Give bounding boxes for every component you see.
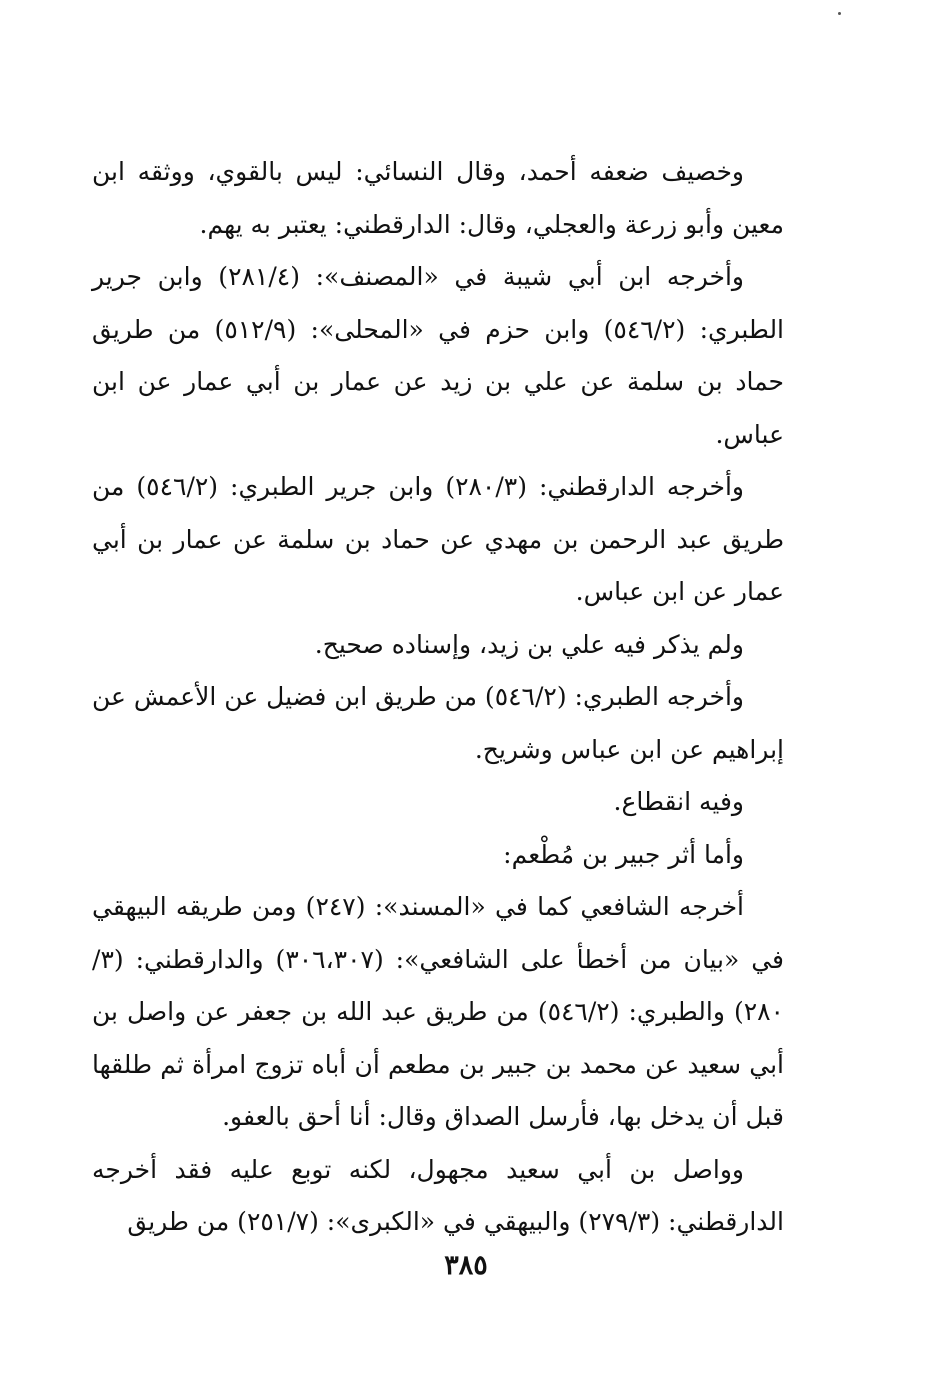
page-number: ٣٨٥ (444, 1250, 488, 1281)
paragraph-khusaif-narrator: وخصيف ضعفه أحمد، وقال النسائي: ليس بالقوي، ووثقه ابن معين وأبو زرعة والعجلي، وقال: الدارقطني: يعتبر به يهم. (92, 157, 784, 239)
paragraph-shafii-musnad: أخرجه الشافعي كما في «المسند»: (٢٤٧) ومن طريقه البيهقي في «بيان من أخطأ على الشافعي»: (٣٠٦،٣٠٧) والدارقطني: (٣/ ٢٨٠) والطبري: (٥٤٦/٢) من طريق عبد الله بن جعفر عن واصل بن أبي سعيد عن محمد بن جبير بن مطعم أن أباه تزوج امرأة ثم طلقها قبل أن يدخل بها، فأرسل الصداق وقال: أنا أحق بالعفو. (92, 892, 784, 1131)
paragraph-tabari-ibn-fudayl: وأخرجه الطبري: (٥٤٦/٢) من طريق ابن فضيل عن الأعمش عن إبراهيم عن ابن عباس وشريح. (92, 682, 784, 764)
paragraph-isnad-sahih: ولم يذكر فيه علي بن زيد، وإسناده صحيح. (314, 629, 744, 659)
paragraph-daraqutni: وأخرجه الدارقطني: (٢٨٠/٣) وابن جرير الطبري: (٥٤٦/٢) من طريق عبد الرحمن بن مهدي عن حماد بن سلمة عن عمار بن أبي عمار عن ابن عباس. (92, 472, 784, 606)
paragraph-jubayr-heading: وأما أثر جبير بن مُطْعم: (503, 839, 744, 869)
paragraph-inqita: وفيه انقطاع. (613, 787, 744, 816)
paragraph-wasil-majhul: وواصل بن أبي سعيد مجهول، لكنه توبع عليه فقد أخرجه الدارقطني: (٢٧٩/٣) والبيهقي في «الكبرى»: (٢٥١/٧) من طريق (92, 1154, 784, 1236)
paragraph-ibn-abi-shaybah: وأخرجه ابن أبي شيبة في «المصنف»: (٢٨١/٤) وابن جرير الطبري: (٥٤٦/٢) وابن حزم في «المحلى»: (٥١٢/٩) من طريق حماد بن سلمة عن علي بن زيد عن عمار بن أبي عمار عن ابن عباس. (92, 262, 785, 449)
scan-speck (838, 12, 841, 15)
body-text (92, 146, 784, 1249)
